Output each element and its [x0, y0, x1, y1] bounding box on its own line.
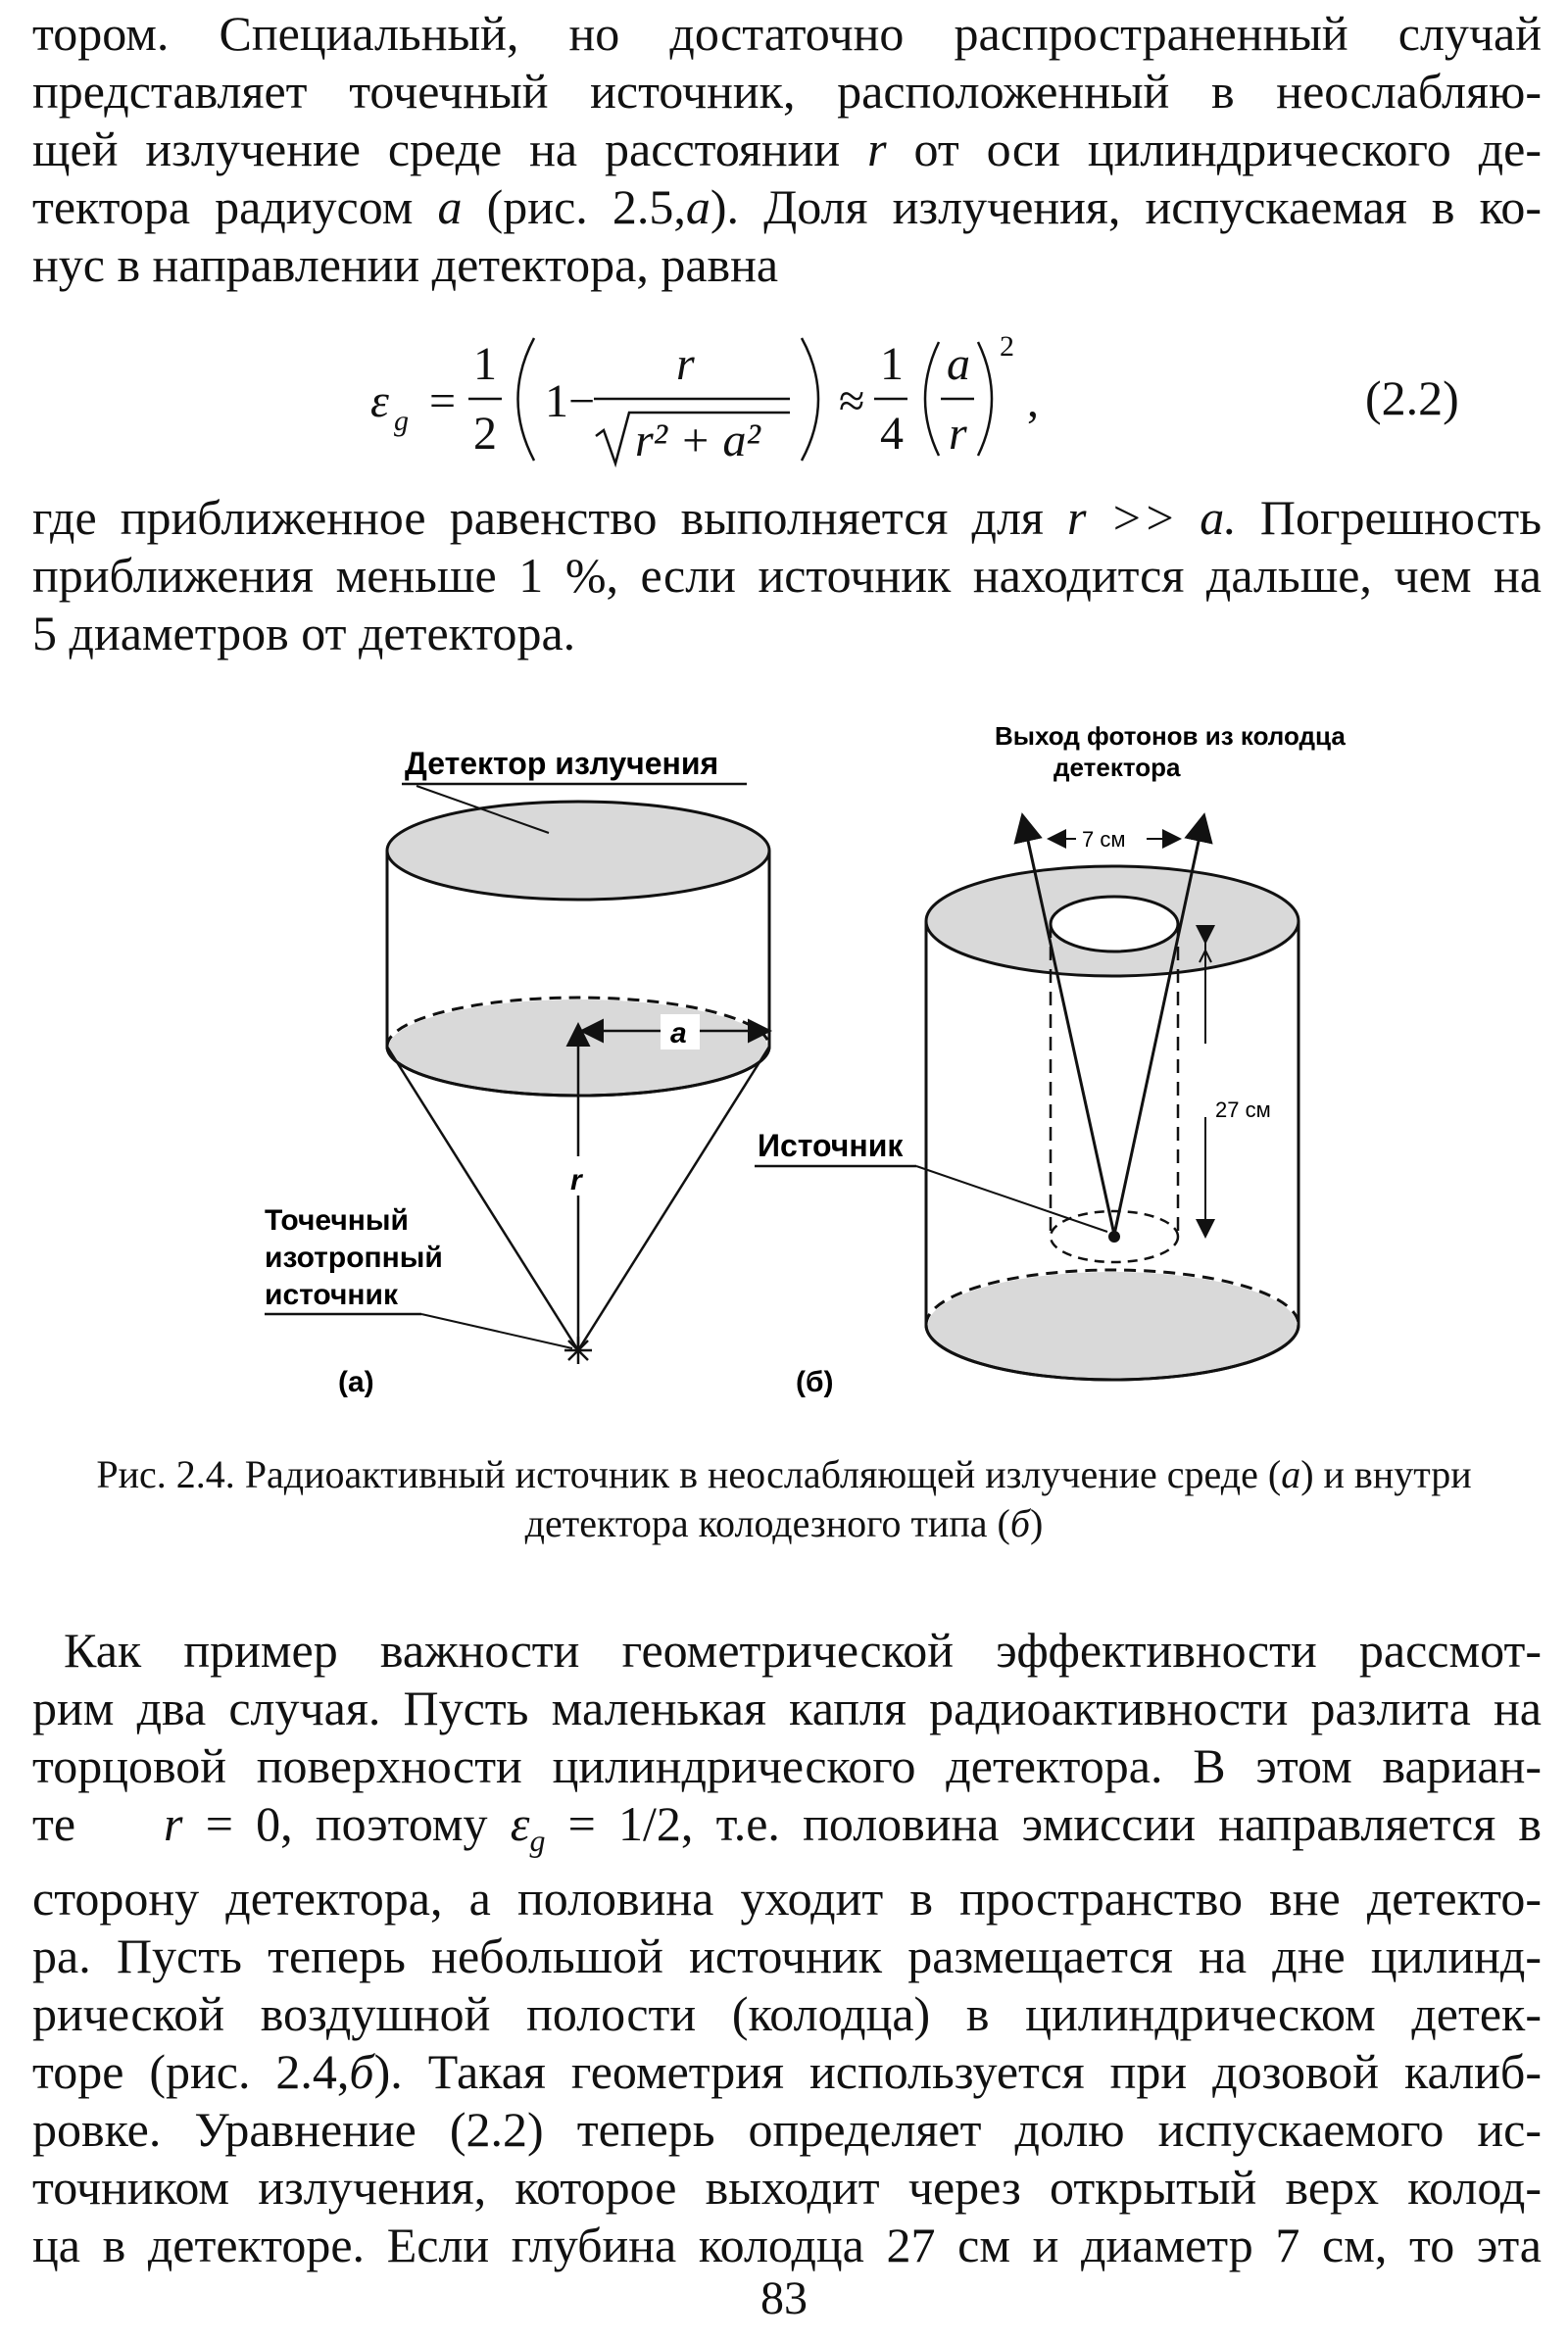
text-line: ца в детекторе. Если глубина колодца 27 см и диаметр 7 см, то эта: [32, 2218, 1542, 2272]
well-opening: [1051, 897, 1178, 951]
text-line: точником излучения, которое выходит через открытый верх колод-: [32, 2160, 1542, 2215]
eq-ratio-num: a: [947, 338, 970, 390]
eq-paren-left: [518, 338, 535, 461]
panel-a-label: (а): [338, 1366, 374, 1398]
bottom-paragraph: [32, 1622, 1542, 2274]
eq-half-den: 2: [473, 408, 497, 460]
depth-label: 27 см: [1215, 1098, 1271, 1122]
equation-number: (2.2): [1365, 370, 1459, 425]
diameter-label: 7 см: [1082, 827, 1126, 852]
source-label-line: изотропный: [265, 1242, 443, 1274]
eq-epsilon: ε: [370, 375, 389, 427]
eq-inner-num: r: [676, 338, 695, 390]
caption-line: Рис. 2.4. Радиоактивный источник в неослабляющей излучение среде (а) и внутри: [96, 1452, 1472, 1496]
eq-subscript: g: [394, 405, 409, 437]
page-number: 83: [760, 2272, 808, 2324]
eq-approx: ≈: [839, 375, 865, 427]
eq-power: 2: [1000, 330, 1014, 363]
text-line: ровке. Уравнение (2.2) теперь определяет долю испускаемого ис-: [32, 2102, 1542, 2157]
eq-equals: =: [429, 375, 457, 427]
eq-comma: ,: [1027, 375, 1039, 427]
equation-2-2: [0, 318, 1568, 475]
detector-title: Детектор излучения: [405, 746, 719, 781]
text-line: где приближенное равенство выполняется для r >> a. Погрешность: [32, 490, 1543, 545]
panel-b-label: (б): [796, 1366, 834, 1398]
equation-graphic: [0, 318, 1568, 475]
radius-label: a: [670, 1017, 687, 1049]
photon-exit-title: Выход фотонов из колодца: [995, 721, 1346, 751]
text-line: торцовой поверхности цилиндрического детектора. В этом вариан-: [32, 1738, 1542, 1793]
eq-inner-den: r² + a²: [635, 415, 760, 466]
top-paragraph: [32, 5, 1542, 294]
text-line: те r = 0, поэтому $\varepsilon_g = 1/2$, т.е. половина эмиссии направляется в: [32, 1796, 1543, 1858]
source-label-line: источник: [265, 1279, 398, 1311]
point-source-icon: [564, 1337, 592, 1364]
text-line: представляет точечный источник, расположенный в неослабляю-: [32, 64, 1542, 119]
eq-paren-right: [802, 338, 818, 461]
distance-label: r: [570, 1164, 582, 1196]
panel-a: [265, 746, 769, 1398]
eq-one-minus: 1−: [545, 375, 596, 427]
text-line: 5 диаметров от детектора.: [32, 606, 576, 660]
eq-quarter-num: 1: [880, 338, 904, 390]
eq-ratio-den: r: [949, 408, 967, 460]
mid-paragraph: [32, 489, 1542, 662]
detector-top-face: [387, 802, 769, 900]
text-line: приближения меньше 1 %, если источник находится дальше, чем на: [32, 548, 1542, 603]
text-line: сторону детектора, а половина уходит в пространство вне детекто-: [32, 1871, 1542, 1926]
text-line: нус в направлении детектора, равна: [32, 237, 779, 292]
well-source-label: Источник: [758, 1128, 904, 1163]
caption-line: детектора колодезного типа (б): [524, 1501, 1044, 1545]
text-line: рической воздушной полости (колодца) в цилиндрическом детек-: [32, 1986, 1542, 2041]
text-line: щей излучение среде на расстоянии r от оси цилиндрического де-: [32, 122, 1543, 176]
panel-b: [755, 721, 1346, 1398]
text-line: Как пример важности геометрической эффективности рассмот-: [64, 1623, 1542, 1678]
text-line: тором. Специальный, но достаточно распространенный случай: [32, 6, 1542, 61]
text-line: торе (рис. 2.4,б). Такая геометрия используется при дозовой калиб-: [32, 2044, 1542, 2099]
figure-2-4: [0, 715, 1568, 1440]
text-line: тектора радиусом a (рис. 2.5,a). Доля излучения, испускаемая в ко-: [32, 179, 1543, 234]
photon-exit-title: детектора: [1054, 753, 1181, 782]
figure-caption: [59, 1450, 1509, 1548]
eq-quarter-den: 4: [880, 408, 904, 460]
text-line: ра. Пусть теперь небольшой источник размещается на дне цилинд-: [32, 1928, 1542, 1983]
source-label-line: Точечный: [265, 1204, 409, 1237]
eq-half-num: 1: [473, 338, 497, 390]
text-line: рим два случая. Пусть маленькая капля радиоактивности разлита на: [32, 1681, 1542, 1735]
